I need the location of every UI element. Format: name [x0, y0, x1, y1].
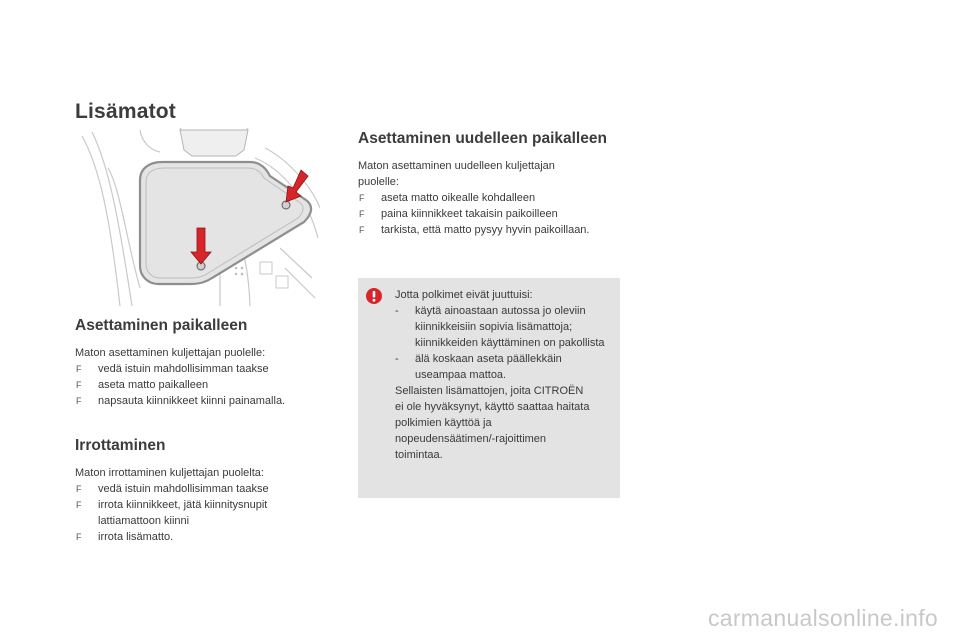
list-item: F napsauta kiinnikkeet kiinni painamalla.: [76, 395, 286, 407]
list-item: F tarkista, että matto pysyy hyvin paikoillaan.: [359, 224, 590, 236]
list-item: - käytä ainoastaan autossa jo oleviin kiinnikkeisiin sopivia lisämattoja; kiinnikkeiden käyttäminen on pakollista: [395, 305, 605, 349]
warning-note: Sellaisten lisämattojen, joita CITROËN ei ole hyväksynyt, käyttö saattaa haitata polkimien käyttöä ja nopeudensäätimen/-rajoittimen toimintaa.: [395, 385, 590, 461]
arrow-bullet-icon: F: [76, 380, 82, 390]
arrow-bullet-icon: F: [359, 193, 365, 203]
reinstall-steps: [358, 190, 628, 238]
arrow-bullet-icon: F: [76, 484, 82, 494]
watermark: carmanualsonline.info: [707, 605, 938, 631]
arrow-bullet-icon: F: [76, 364, 82, 374]
arrow-bullet-icon: F: [76, 532, 82, 542]
list-item: F paina kiinnikkeet takaisin paikoilleen: [359, 208, 558, 220]
arrow-bullet-icon: F: [359, 225, 365, 235]
arrow-bullet-icon: F: [359, 209, 365, 219]
list-item: F aseta matto oikealle kohdalleen: [359, 192, 536, 204]
placing-steps: [75, 361, 325, 409]
arrow-bullet-icon: F: [76, 396, 82, 406]
removing-intro: Maton irrottaminen kuljettajan puolelta:: [75, 467, 264, 479]
arrow-bullet-icon: F: [76, 500, 82, 510]
removing-section: [75, 437, 325, 545]
reinstall-section: [358, 130, 628, 238]
removing-steps: [75, 481, 325, 545]
dash-bullet: -: [395, 305, 399, 317]
list-item: F vedä istuin mahdollisimman taakse: [76, 483, 269, 495]
warning-box: [358, 278, 620, 498]
reinstall-intro: Maton asettaminen uudelleen kuljettajan puolelle:: [358, 160, 555, 188]
dash-bullet: -: [395, 353, 399, 365]
list-item: - älä koskaan aseta päällekkäin useampaa mattoa.: [395, 353, 562, 381]
placing-intro: Maton asettaminen kuljettajan puolelle:: [75, 347, 266, 359]
reinstall-heading: Asettaminen uudelleen paikalleen: [358, 130, 607, 147]
list-item: F irrota lisämatto.: [76, 531, 174, 543]
placing-section: [75, 317, 325, 409]
list-item: F vedä istuin mahdollisimman taakse: [76, 363, 269, 375]
removing-heading: Irrottaminen: [75, 437, 166, 454]
list-item: F irrota kiinnikkeet, jätä kiinnitysnupit lattiamattoon kiinni: [76, 499, 268, 527]
placing-heading: Asettaminen paikalleen: [75, 317, 248, 334]
page-title: Lisämatot: [75, 100, 176, 123]
list-item: F aseta matto paikalleen: [76, 379, 209, 391]
floor-mat-illustration: [80, 128, 320, 306]
warning-icon: [366, 288, 382, 304]
warning-list: [395, 303, 613, 383]
warning-text: [395, 287, 613, 463]
warning-intro: Jotta polkimet eivät juuttuisi:: [395, 289, 533, 301]
